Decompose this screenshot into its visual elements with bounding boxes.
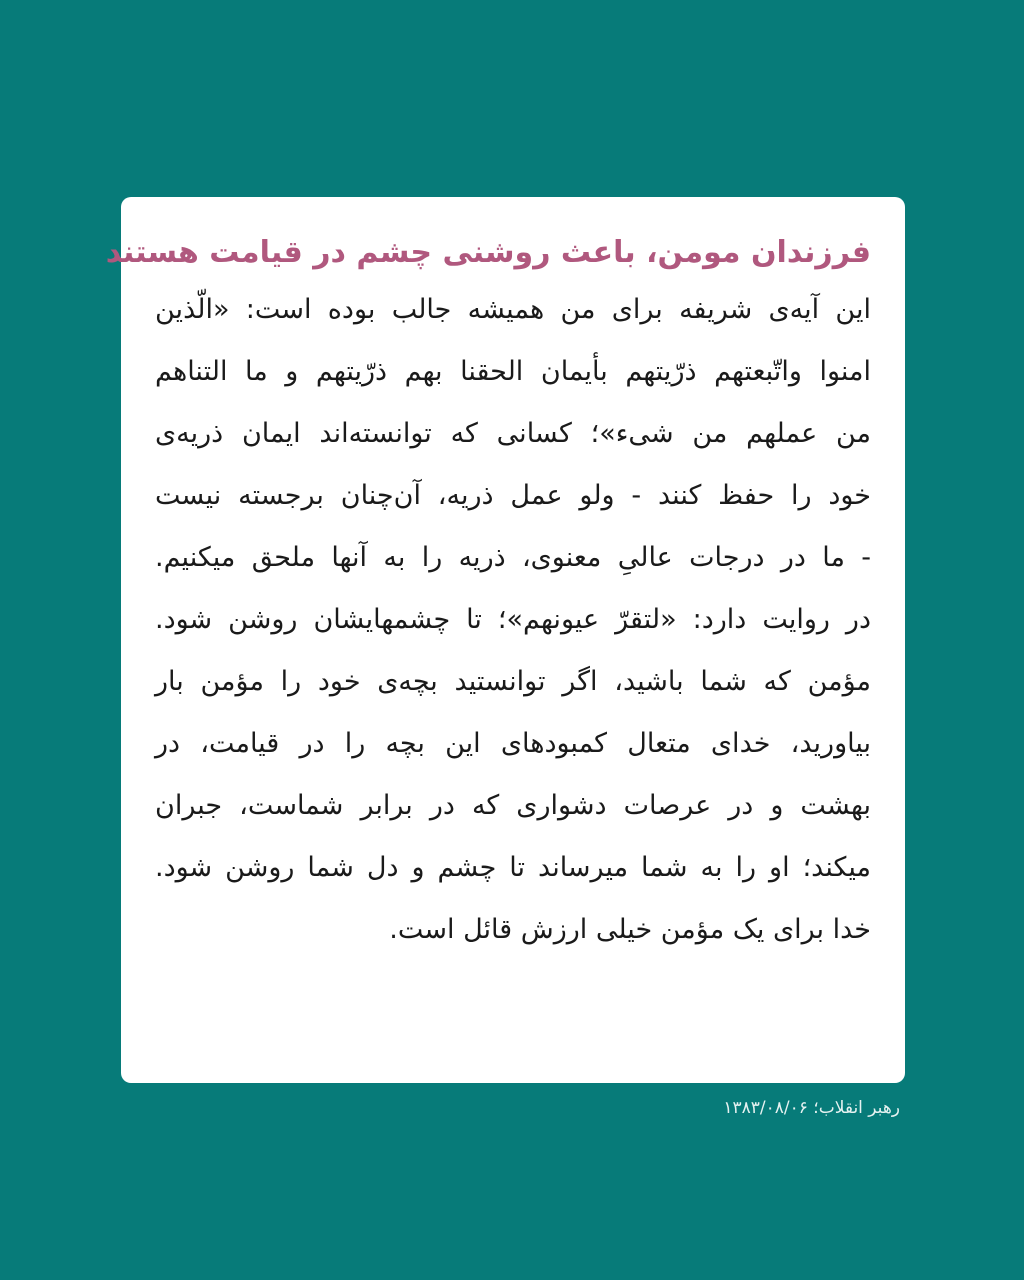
quote-line: امنوا واتّبعتهم ذرّیتهم بأیمان الحقنا بهم ذرّیتهم و ما التناهم bbox=[155, 356, 871, 387]
quote-line: مؤمن که شما باشید، اگر توانستید بچه‌ی خود را مؤمن بار bbox=[155, 666, 871, 697]
quote-line: در روایت دارد: «لتقرّ عیونهم»؛ تا چشمهایشان روشن شود. bbox=[155, 604, 871, 635]
quote-line: میکند؛ او را به شما میرساند تا چشم و دل شما روشن شود. bbox=[155, 852, 871, 883]
quote-card bbox=[105, 197, 905, 1083]
quote-title: فرزندان مومن، باعث روشنی چشم در قیامت هستند bbox=[105, 235, 871, 270]
quote-line: بیاورید، خدای متعال کمبودهای این بچه را در قیامت، در bbox=[155, 728, 871, 759]
quote-line: بهشت و در عرصات دشواری که در برابر شماست، جبران bbox=[155, 790, 871, 821]
quote-line: این آیه‌ی شریفه برای من همیشه جالب بوده است: «الّذین bbox=[155, 294, 871, 325]
quote-line: من عملهم من شیء»؛ کسانی که توانسته‌اند ایمان ذریه‌ی bbox=[155, 418, 871, 449]
quote-line: خدا برای یک مؤمن خیلی ارزش قائل است. bbox=[389, 914, 871, 945]
quote-line: - ما در درجات عالیِ معنوی، ذریه را به آنها ملحق میکنیم. bbox=[155, 542, 871, 573]
source-attribution: رهبر انقلاب؛ ۱۳۸۳/۰۸/۰۶ bbox=[723, 1098, 900, 1118]
quote-body bbox=[155, 279, 871, 961]
quote-line: خود را حفظ کنند - ولو عمل ذریه، آن‌چنان برجسته نیست bbox=[155, 480, 871, 511]
